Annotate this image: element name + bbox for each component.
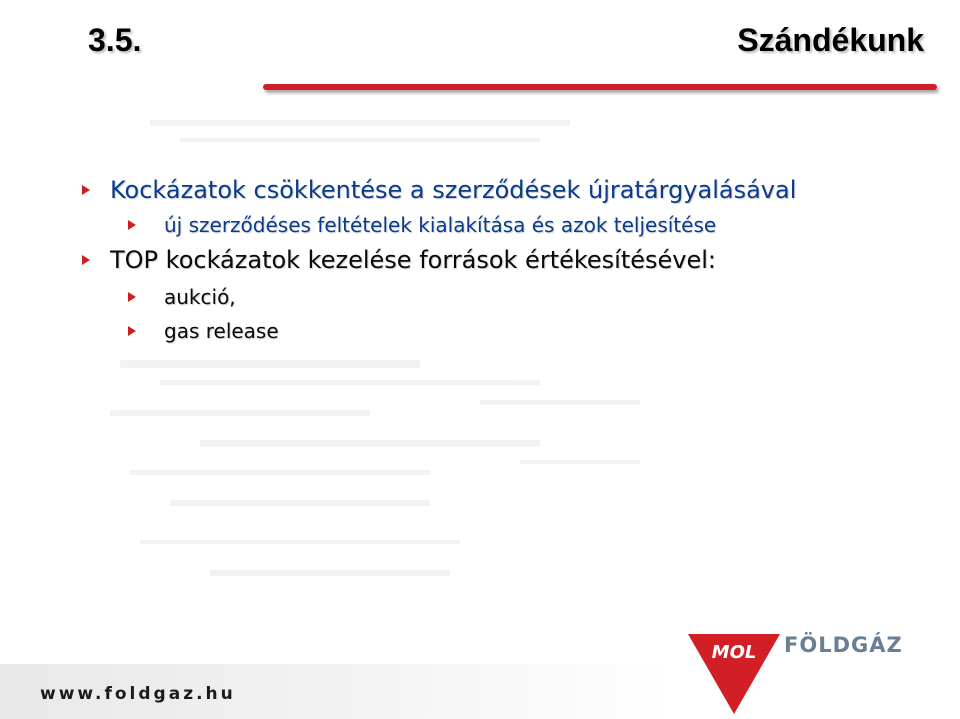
bullet-text: gas release [164,319,279,343]
bullet-text: aukció, [164,285,236,309]
bullet-item [82,246,716,274]
bullet-triangle-icon [82,185,90,195]
section-number: 3.5. [88,22,142,58]
bullet-text: Kockázatok csökkentése a szerződések újratárgyalásával [110,176,797,204]
bullet-triangle-icon [128,220,136,230]
footer-url: www.foldgaz.hu [40,684,236,704]
sub-bullet-item [128,213,716,237]
bullet-triangle-icon [82,255,90,265]
sub-bullet-item [128,319,279,343]
sub-bullet-item [128,285,236,309]
bullet-triangle-icon [128,326,136,336]
bullet-triangle-icon [128,292,136,302]
logo-mark-text: MOL [711,642,757,663]
bullet-text: új szerződéses feltételek kialakítása és azok teljesítése [164,213,717,237]
bullet-text: TOP kockázatok kezelése források értékesítésével: [110,246,717,274]
slide-title: Szándékunk [737,22,924,58]
logo-wordmark: FÖLDGÁZ [784,633,903,657]
mol-logo-icon [686,632,782,716]
bullet-item [82,176,796,204]
title-divider [263,84,937,90]
